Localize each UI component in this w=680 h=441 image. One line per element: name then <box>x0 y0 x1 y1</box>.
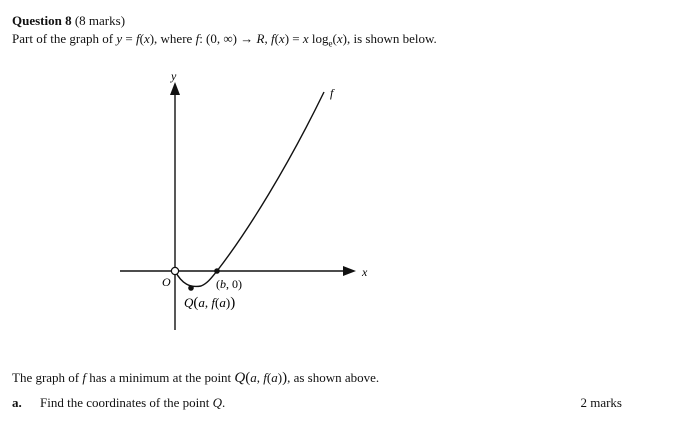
minimum-statement: The graph of f has a minimum at the point Q(a, f(a)), as shown above. <box>12 370 380 386</box>
curve-label: f <box>330 86 334 100</box>
origin-open-circle <box>171 267 178 274</box>
y-axis-label: y <box>171 69 177 83</box>
x-intercept-label: (b, 0) <box>216 277 242 291</box>
minimum-label: Q(a, f(a)) <box>184 295 236 311</box>
x-axis-arrowhead <box>343 266 356 276</box>
part-a-marks: 2 marks <box>580 395 622 410</box>
origin-label: O <box>162 275 171 289</box>
x-axis-label: x <box>362 265 368 279</box>
minimum-point-q <box>188 285 194 291</box>
curve-f <box>175 92 324 286</box>
question-marks: (8 marks) <box>74 13 126 28</box>
question-intro: Part of the graph of y = f(x), where f: (0, ∞) → R, f(x) = x $\log_e(x)$, is shown below. <box>12 31 437 49</box>
y-axis-arrowhead <box>170 82 180 95</box>
x-intercept-point <box>214 268 220 274</box>
part-a-label: a. <box>12 395 22 410</box>
part-a-question: Find the coordinates of the point Q. <box>40 395 226 410</box>
question-number: Question 8 <box>12 13 72 28</box>
